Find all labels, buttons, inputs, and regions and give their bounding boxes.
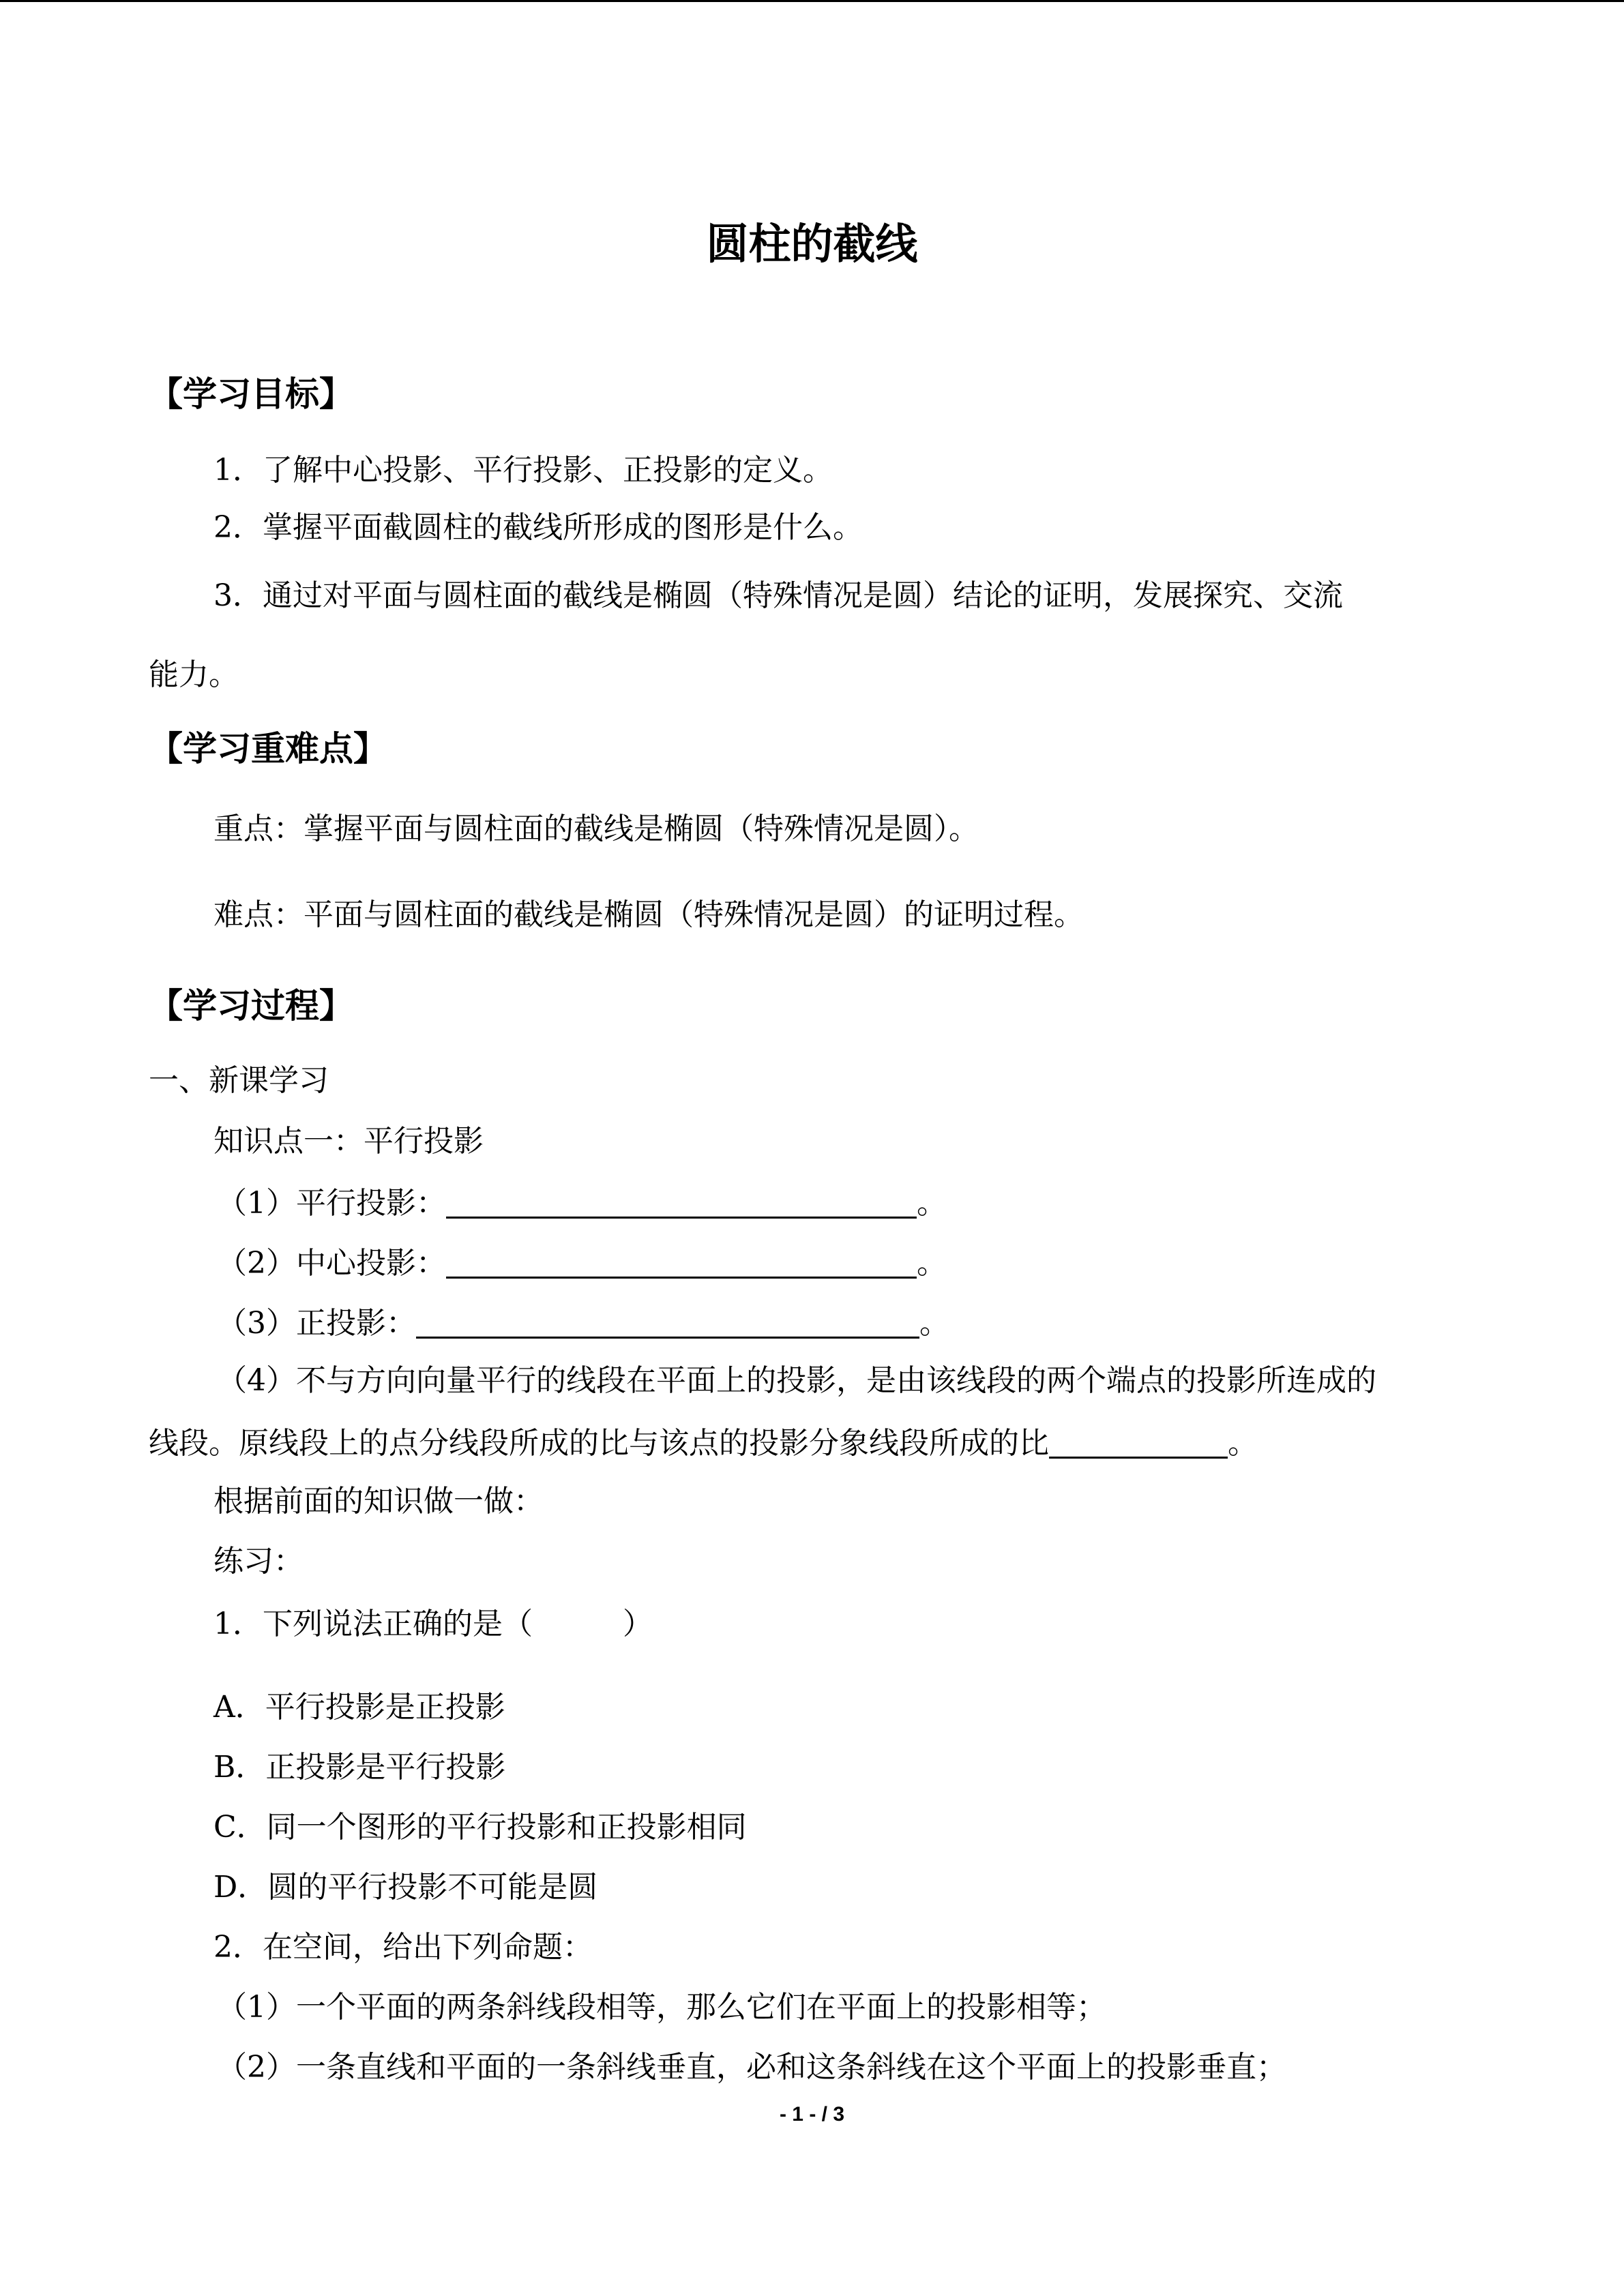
key-focus: 重点：掌握平面与圆柱面的截线是椭圆（特殊情况是圆）。 <box>213 811 979 846</box>
exercise-1-option-b: B．正投影是平行投影 <box>213 1750 506 1785</box>
fill-parallel-projection <box>217 1187 947 1219</box>
fill-period: 。 <box>1228 1426 1258 1461</box>
answer-blank[interactable] <box>1049 1427 1228 1459</box>
fill-label: （3）正投影： <box>217 1306 416 1341</box>
knowledge-point-1: 知识点一：平行投影 <box>213 1124 484 1159</box>
top-border-line <box>0 0 1624 2</box>
answer-blank[interactable] <box>446 1247 917 1279</box>
page-number: - 1 - / 3 <box>779 2103 845 2126</box>
fill-label: （2）中心投影： <box>217 1246 446 1281</box>
heading-learning-process: 【学习过程】 <box>149 986 353 1026</box>
exercise-1-option-c: C．同一个图形的平行投影和正投影相同 <box>213 1810 747 1845</box>
exercise-2-prop-2: （2）一条直线和平面的一条斜线垂直，必和这条斜线在这个平面上的投影垂直； <box>217 2050 1286 2085</box>
fill-period: 。 <box>917 1186 947 1221</box>
goal-item-3: 3．通过对平面与圆柱面的截线是椭圆（特殊情况是圆）结论的证明，发展探究、交流 <box>213 578 1343 613</box>
fill-4-line-1: （4）不与方向向量平行的线段在平面上的投影，是由该线段的两个端点的投影所连成的 <box>217 1363 1376 1398</box>
exercise-1-option-a: A．平行投影是正投影 <box>213 1690 505 1725</box>
fill-period: 。 <box>919 1306 949 1341</box>
practice-label: 练习： <box>213 1544 304 1579</box>
practice-intro: 根据前面的知识做一做： <box>213 1484 544 1519</box>
heading-learning-goals: 【学习目标】 <box>149 374 353 414</box>
key-difficulty: 难点：平面与圆柱面的截线是椭圆（特殊情况是圆）的证明过程。 <box>213 897 1084 932</box>
fill-4-line-2 <box>149 1427 1258 1459</box>
goal-item-2: 2．掌握平面截圆柱的截线所形成的图形是什么。 <box>213 510 863 545</box>
section-new-lesson: 一、新课学习 <box>149 1063 329 1098</box>
fill-label: （1）平行投影： <box>217 1186 446 1221</box>
answer-blank[interactable] <box>416 1307 919 1339</box>
fill-orthographic-projection <box>217 1307 949 1339</box>
exercise-1-option-d: D．圆的平行投影不可能是圆 <box>213 1870 598 1905</box>
page-title: 圆柱的截线 <box>706 219 918 269</box>
exercise-2-stem: 2．在空间，给出下列命题： <box>213 1930 593 1965</box>
goal-item-1: 1．了解中心投影、平行投影、正投影的定义。 <box>213 453 833 488</box>
fill-4-text: 线段。原线段上的点分线段所成的比与该点的投影分象线段所成的比 <box>149 1426 1049 1461</box>
exercise-1-stem: 1．下列说法正确的是（ ） <box>213 1607 653 1641</box>
answer-blank[interactable] <box>446 1187 917 1219</box>
fill-period: 。 <box>917 1246 947 1281</box>
goal-item-3-cont: 能力。 <box>149 657 239 692</box>
heading-key-points: 【学习重难点】 <box>149 729 387 769</box>
fill-central-projection <box>217 1247 947 1279</box>
exercise-2-prop-1: （1）一个平面的两条斜线段相等，那么它们在平面上的投影相等； <box>217 1990 1106 2025</box>
